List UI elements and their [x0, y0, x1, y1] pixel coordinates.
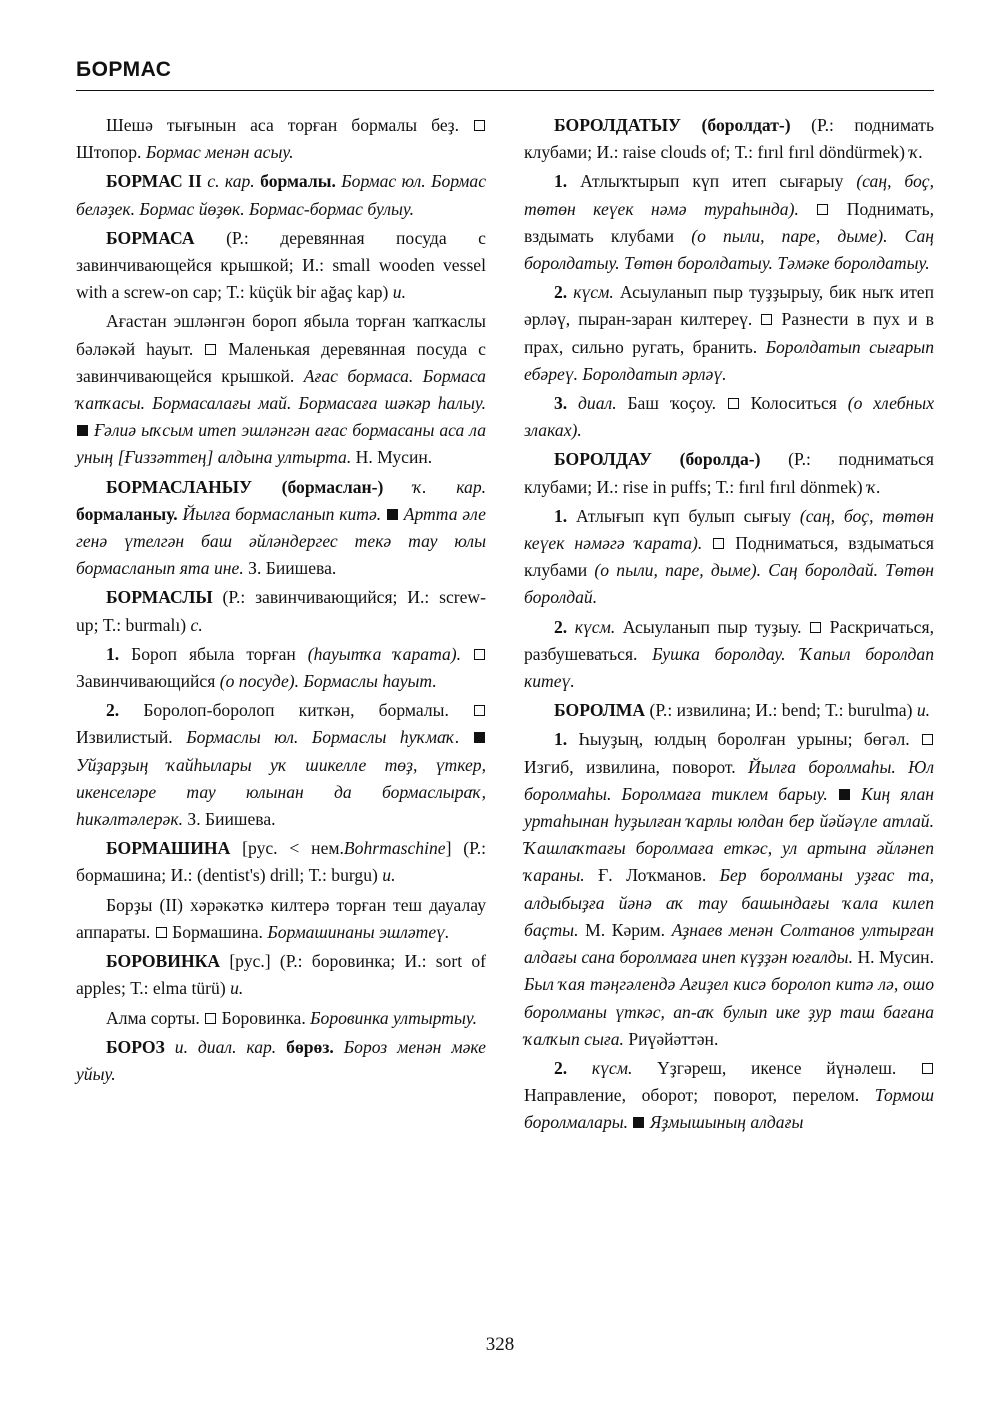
headword: БОРМАС II: [106, 171, 202, 192]
entry-borovinka: БОРОВИНКА [рус.] (Р.: боровинка; И.: sort of apples; Т.: elma türü) и.: [76, 951, 486, 999]
headword: БОРОВИНКА: [106, 951, 221, 972]
square-icon: [922, 734, 933, 745]
entry-bormasly: БОРМАСЛЫ (Р.: завинчивающийся; И.: screw-up; Т.: burmalı) с.: [76, 587, 486, 635]
square-icon: [474, 649, 485, 660]
headword: БОРМАСА: [106, 227, 195, 248]
sense-3: 3. диал. Баш ҡоҫоу. Колоситься (о хлебных злаках).: [524, 393, 935, 441]
sense-2: 2. күсм. Асыуланып пыр туҙыу. Раскричаться, разбушеваться. Бушка боролдау. Ҡапыл боролдап китеү.: [524, 616, 934, 692]
entry-borolma: БОРОЛМА (Р.: извилина; И.: bend; Т.: burulma) и.: [554, 700, 931, 721]
right-column: [524, 112, 934, 1139]
page-number: 328: [485, 1334, 515, 1355]
black-square-icon: [77, 425, 88, 436]
square-icon: [474, 705, 485, 716]
headword: БОРМАСЛЫ: [106, 587, 213, 608]
black-square-icon: [839, 789, 850, 800]
entry-bormaslanyu: БОРМАСЛАНЫУ (бормаслан-) ҡ. кар. бормаланыу. Йылға бормасланып китә. Артта әле генә үтелгән баш әйләндергес текә тау юлы бормасланып ята ине. З. Биишева.: [76, 476, 487, 579]
square-icon: [474, 120, 485, 131]
sense-2: 2. күсм. Үҙгәреш, икенсе йүнәлеш. Направление, оборот; поворот, перелом. Тормош боролмалары. Яҙмышының алдағы: [524, 1057, 934, 1133]
sense-1: 1. Һыуҙың, юлдың боролған урыны; бөгәл. Изгиб, извилина, поворот. Йылға боролмаһы. Юл боролмаһы. Боролмаға тиклем барыу. Киң ялан уртаһынан һуҙылған ҡарлы юлдан бер йәйәүле атлай. Ҡашлаҡтағы боролмаға еткәс, ул артына әйләнеп ҡараны. Ғ. Лоҡманов. Бер боролманы уҙғас та, алдыбыҙға йәнә аҡ тау башындағы ҡала килеп баҫты. М. Кәрим. Аҙнаев менән Солтанов ултырған алдағы сана боролмаға инеп күҙҙән юғалды. Н. Мусин. Был ҡая тәңгәлендә Ағиҙел кисә боролоп китә лә, ошо боролманы үткәс, ап-аҡ булып ике ҙур таш бағана ҡалҡып сыға. Риүәйәттән.: [524, 729, 935, 1049]
entry-text: Алма сорты. Боровинка. Боровинка ултыртыу.: [106, 1007, 477, 1028]
left-column: [76, 112, 486, 1090]
square-icon: [810, 622, 821, 633]
entry-boroldau: БОРОЛДАУ (боролда-) (Р.: подниматься клубами; И.: rise in puffs; Т.: fırıl fırıl dönmek) ҡ.: [524, 449, 934, 497]
entry-boroz: БОРОЗ и. диал. кар. бөрөз. Бороз менән мәке уйыу.: [76, 1036, 486, 1084]
headword: БОРМАСЛАНЫУ: [106, 476, 252, 497]
entry-bormas-2: БОРМАС II с. кар. бормалы. Бормас юл. Бормас беләҙек. Бормас йөҙөк. Бормас-бормас булыу.: [76, 171, 486, 219]
square-icon: [205, 344, 216, 355]
square-icon: [761, 314, 772, 325]
black-square-icon: [387, 509, 398, 520]
square-icon: [205, 1013, 216, 1024]
headword: БОРМАШИНА: [106, 838, 231, 859]
headword: БОРОЗ: [106, 1036, 165, 1057]
square-icon: [728, 398, 739, 409]
sense-2: 2. Боролоп-боролоп киткән, бормалы. Извилистый. Бормаслы юл. Бормаслы һуҡмаҡ. Уйҙарҙың ҡайһылары уҡ шикелле төҙ, үткер, икенселәре тау юлынан да бормаслыраҡ, һикәлтәлерәк. З. Биишева.: [76, 700, 486, 830]
entry-bormashina: БОРМАШИНА [рус. < нем.Bohrmaschine] (Р.: бормашина; И.: (dentist's) drill; Т.: burgu) и.: [76, 838, 486, 886]
sense-1: 1. Атлыҡтырып күп итеп сығарыу (саң, боҫ, төтөн кеүек нәмә тураһында). Поднимать, вздымать клубами (о пыли, паре, дыме). Саң боролдатыу. Төтөн боролдатыу. Тәмәке боролдатыу.: [524, 171, 935, 274]
black-square-icon: [474, 732, 485, 743]
square-icon: [713, 538, 724, 549]
entry-text: Борҙы (II) хәрәкәткә килтерә торған теш дауалау аппараты. Бормашина. Бормашинаны эшләтеү.: [76, 894, 486, 942]
running-head: БОРМАС: [76, 58, 172, 81]
sense-1: 1. Атлығып күп булып сығыу (саң, боҫ, төтөн кеүек нәмәгә ҡарата). Подниматься, вздыматься клубами (о пыли, паре, дыме). Саң боролдай. Төтөн боролдай.: [524, 505, 934, 608]
sense-1: 1. Бороп ябыла торған (һауытҡа ҡарата). Завинчивающийся (о посуде). Бормаслы һауыт.: [76, 641, 486, 695]
black-square-icon: [633, 1117, 644, 1128]
entry-text: Ағастан эшләнгән бороп ябыла торған ҡапҡаслы бәләкәй һауыт. Маленькая деревянная посуда с завинчивающейся крышкой. Ағас бормаса. Бормаса ҡапҡасы. Бормасалағы май. Бормасаға шәкәр һалыу. Ғәлиә ыҡсым итеп эшләнгән ағас бормасаны аса ла уның [Ғиззәттең] алдына ултырта. Н. Мусин.: [76, 311, 486, 468]
headword: БОРОЛДАТЫУ: [554, 115, 681, 135]
sense-2: 2. күсм. Асыуланып пыр туҙҙырыу, бик ныҡ итеп әрләү, пыран-заран килтереү. Разнести в пух и в прах, сильно ругать, бранить. Боролдатып сығарып ебәреү. Боролдатып әрләү.: [524, 282, 934, 384]
square-icon: [922, 1063, 933, 1074]
header-rule: [76, 90, 934, 91]
square-icon: [156, 927, 167, 938]
entry-boroldatyu: БОРОЛДАТЫУ (боролдат-) (Р.: поднимать клубами; И.: raise clouds of; Т.: fırıl fırıl döndürmek) ҡ.: [524, 115, 934, 163]
headword: БОРОЛМА: [554, 700, 646, 721]
entry-bormasa: БОРМАСА (Р.: деревянная посуда с завинчивающейся крышкой; И.: small wooden vessel with a screw-on cap; Т.: küçük bir ağaç kap) и.: [76, 227, 486, 303]
headword: БОРОЛДАУ: [554, 449, 652, 470]
entry-text: Шешә тығынын аса торған бормалы беҙ. Штопор. Бормас менән асыу.: [76, 112, 486, 166]
square-icon: [817, 204, 828, 215]
